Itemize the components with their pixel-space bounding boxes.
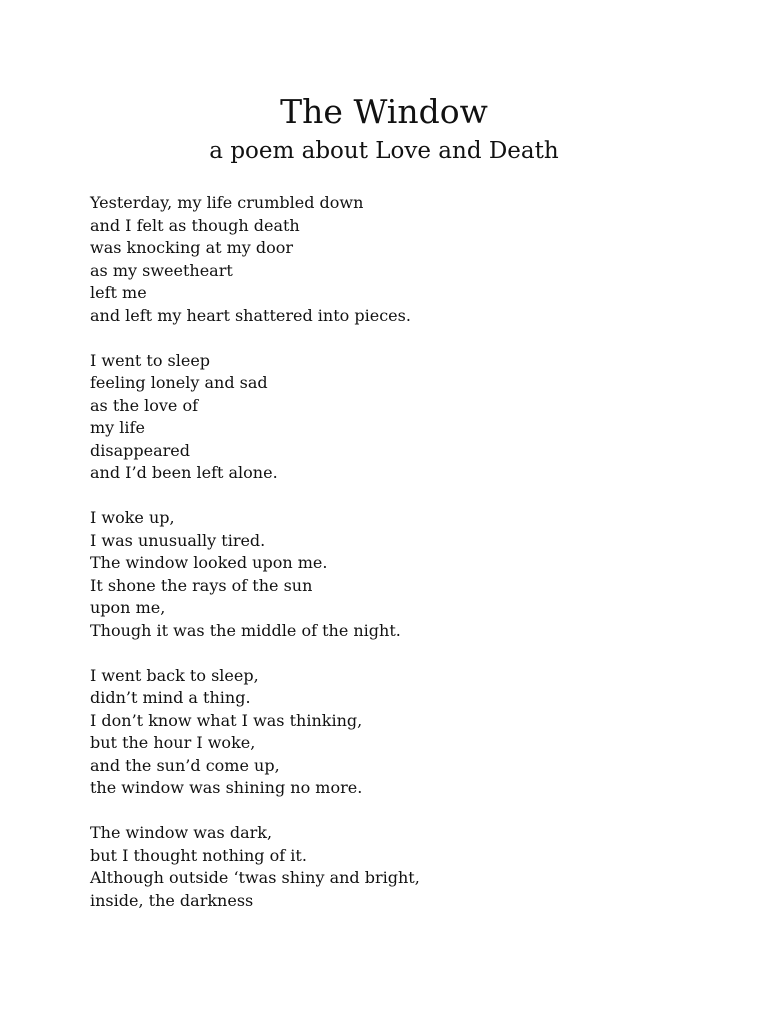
poem-line: feeling lonely and sad	[90, 373, 268, 392]
poem-line: and the sun’d come up,	[90, 755, 280, 775]
poem-line: and I’d been left alone.	[90, 463, 278, 482]
poem-line: I went to sleep	[90, 350, 211, 370]
poem-line: the window was shining no more.	[90, 778, 363, 797]
stanza-5	[90, 822, 690, 912]
poem-line: The window was dark,	[90, 823, 273, 842]
stanza-4	[90, 665, 690, 800]
poem-line: didn’t mind a thing.	[90, 688, 251, 707]
stanza-3	[90, 507, 690, 642]
poem-line: inside, the darkness	[90, 890, 254, 910]
poem-line: but the hour I woke,	[90, 733, 256, 752]
poem-title: The Window	[280, 92, 488, 131]
poem-body	[90, 192, 690, 935]
poem-line: The window looked upon me.	[90, 553, 328, 572]
poem-line: Though it was the middle of the night.	[90, 620, 401, 640]
poem-line: Although outside ‘twas shiny and bright,	[90, 868, 420, 887]
poem-line: Yesterday, my life crumbled down	[90, 193, 364, 212]
poem-line: left me	[90, 283, 147, 302]
poem-line: but I thought nothing of it.	[90, 845, 307, 865]
poem-subtitle: a poem about Love and Death	[209, 138, 559, 164]
poem-line: It shone the rays of the sun	[90, 575, 313, 595]
poem-line: and left my heart shattered into pieces.	[90, 305, 411, 325]
poem-line: disappeared	[90, 440, 190, 460]
stanza-2	[90, 350, 690, 485]
stanza-1	[90, 192, 690, 327]
poem-line: my life	[90, 418, 145, 437]
poem-line: upon me,	[90, 598, 166, 617]
poem-line: was knocking at my door	[90, 238, 294, 257]
poem-line: as the love of	[90, 395, 199, 415]
poem-line: I woke up,	[90, 508, 175, 527]
poem-line: I don’t know what I was thinking,	[90, 710, 363, 730]
poem-line: I went back to sleep,	[90, 665, 259, 685]
poem-line: I was unusually tired.	[90, 530, 266, 550]
poem-line: as my sweetheart	[90, 260, 233, 280]
poem-line: and I felt as though death	[90, 215, 300, 235]
